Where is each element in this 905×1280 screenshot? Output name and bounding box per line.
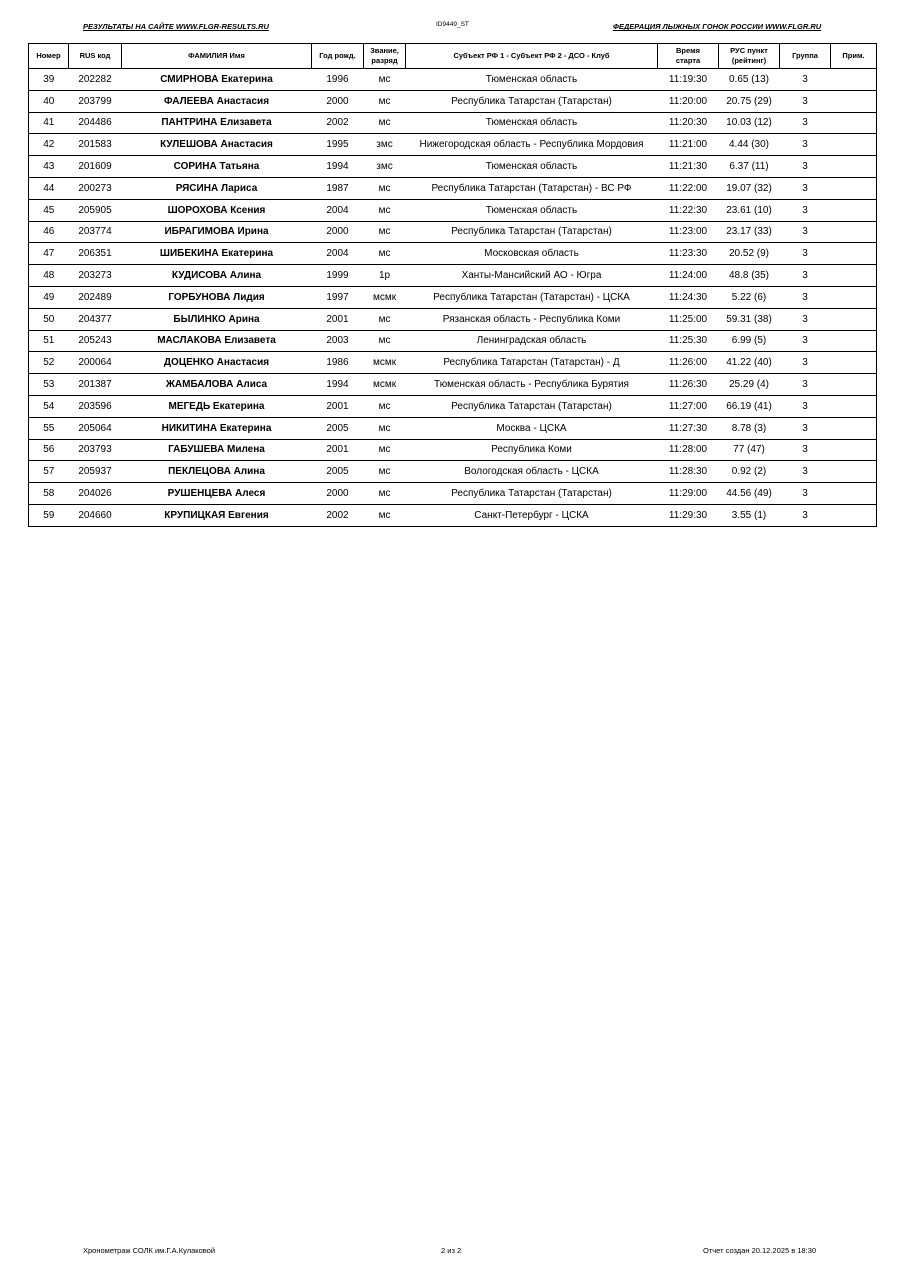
cell-rank: змс (364, 134, 406, 156)
cell-group: 3 (780, 69, 831, 91)
col-header-rank (364, 44, 406, 69)
cell-birth-year: 2003 (312, 330, 364, 352)
cell-start-time: 11:23:30 (658, 243, 719, 265)
cell-start-time: 11:25:00 (658, 308, 719, 330)
cell-rank: мс (364, 439, 406, 461)
cell-rank: мс (364, 243, 406, 265)
cell-points: 6.37 (11) (719, 156, 780, 178)
cell-note (831, 199, 877, 221)
cell-birth-year: 2004 (312, 199, 364, 221)
cell-group: 3 (780, 177, 831, 199)
cell-rank: мс (364, 504, 406, 526)
cell-rus-code: 204026 (69, 483, 122, 505)
cell-start-time: 11:26:00 (658, 352, 719, 374)
cell-group: 3 (780, 417, 831, 439)
cell-group: 3 (780, 199, 831, 221)
cell-region: Ханты-Мансийский АО - Югра (406, 265, 658, 287)
start-list-table (28, 43, 877, 527)
cell-region: Тюменская область (406, 112, 658, 134)
cell-birth-year: 2004 (312, 243, 364, 265)
cell-rus-code: 203774 (69, 221, 122, 243)
cell-athlete-name: ПАНТРИНА Елизавета (122, 112, 312, 134)
cell-group: 3 (780, 286, 831, 308)
cell-rank: мсмк (364, 374, 406, 396)
cell-rus-code: 204486 (69, 112, 122, 134)
cell-group: 3 (780, 439, 831, 461)
cell-athlete-name: КУДИСОВА Алина (122, 265, 312, 287)
cell-birth-year: 1994 (312, 156, 364, 178)
cell-points: 19.07 (32) (719, 177, 780, 199)
cell-points: 5.22 (6) (719, 286, 780, 308)
page-number: 2 из 2 (441, 1246, 462, 1255)
cell-number: 41 (29, 112, 69, 134)
cell-start-time: 11:26:30 (658, 374, 719, 396)
cell-birth-year: 2002 (312, 504, 364, 526)
cell-rus-code: 205243 (69, 330, 122, 352)
table-row (29, 199, 877, 221)
cell-athlete-name: ДОЦЕНКО Анастасия (122, 352, 312, 374)
cell-points: 23.17 (33) (719, 221, 780, 243)
table-row (29, 439, 877, 461)
cell-rus-code: 203793 (69, 439, 122, 461)
cell-rus-code: 200273 (69, 177, 122, 199)
cell-athlete-name: НИКИТИНА Екатерина (122, 417, 312, 439)
cell-note (831, 156, 877, 178)
cell-birth-year: 2001 (312, 308, 364, 330)
cell-birth-year: 1986 (312, 352, 364, 374)
cell-athlete-name: ИБРАГИМОВА Ирина (122, 221, 312, 243)
table-row (29, 483, 877, 505)
table-row (29, 352, 877, 374)
table-row (29, 374, 877, 396)
cell-athlete-name: РУШЕНЦЕВА Алеся (122, 483, 312, 505)
cell-number: 40 (29, 90, 69, 112)
cell-number: 58 (29, 483, 69, 505)
cell-note (831, 308, 877, 330)
cell-note (831, 395, 877, 417)
col-header-note: Прим. (831, 44, 877, 69)
cell-number: 43 (29, 156, 69, 178)
cell-birth-year: 1995 (312, 134, 364, 156)
cell-note (831, 374, 877, 396)
cell-number: 47 (29, 243, 69, 265)
cell-points: 0.92 (2) (719, 461, 780, 483)
cell-athlete-name: ГАБУШЕВА Милена (122, 439, 312, 461)
col-header-region: Субъект РФ 1 - Субъект РФ 2 - ДСО - Клуб (406, 44, 658, 69)
cell-athlete-name: ГОРБУНОВА Лидия (122, 286, 312, 308)
cell-start-time: 11:20:00 (658, 90, 719, 112)
cell-number: 53 (29, 374, 69, 396)
cell-rus-code: 204660 (69, 504, 122, 526)
table-row (29, 308, 877, 330)
table-row (29, 134, 877, 156)
cell-note (831, 417, 877, 439)
table-header-row (29, 44, 877, 69)
table-row (29, 177, 877, 199)
cell-region: Республика Татарстан (Татарстан) (406, 395, 658, 417)
cell-points: 66.19 (41) (719, 395, 780, 417)
cell-region: Москва - ЦСКА (406, 417, 658, 439)
cell-group: 3 (780, 308, 831, 330)
cell-athlete-name: ШОРОХОВА Ксения (122, 199, 312, 221)
cell-rank: змс (364, 156, 406, 178)
cell-birth-year: 1994 (312, 374, 364, 396)
cell-group: 3 (780, 112, 831, 134)
cell-region: Республика Татарстан (Татарстан) (406, 90, 658, 112)
cell-group: 3 (780, 221, 831, 243)
col-header-name: ФАМИЛИЯ Имя (122, 44, 312, 69)
cell-athlete-name: ШИБЕКИНА Екатерина (122, 243, 312, 265)
cell-rus-code: 201609 (69, 156, 122, 178)
cell-note (831, 483, 877, 505)
cell-group: 3 (780, 352, 831, 374)
cell-rank: мс (364, 90, 406, 112)
cell-start-time: 11:21:00 (658, 134, 719, 156)
cell-region: Республика Татарстан (Татарстан) - ЦСКА (406, 286, 658, 308)
table-row (29, 461, 877, 483)
col-header-birth-year: Год рожд. (312, 44, 364, 69)
cell-rus-code: 201387 (69, 374, 122, 396)
cell-note (831, 90, 877, 112)
cell-start-time: 11:21:30 (658, 156, 719, 178)
timing-credit: Хронометраж СОЛК им.Г.А.Кулаковой (83, 1246, 216, 1255)
cell-number: 46 (29, 221, 69, 243)
cell-note (831, 177, 877, 199)
table-row (29, 265, 877, 287)
table-row (29, 90, 877, 112)
cell-region: Московская область (406, 243, 658, 265)
time-label-line2: старта (675, 56, 701, 65)
cell-birth-year: 2005 (312, 417, 364, 439)
col-header-number: Номер (29, 44, 69, 69)
cell-rus-code: 206351 (69, 243, 122, 265)
cell-athlete-name: МЕГЕДЬ Екатерина (122, 395, 312, 417)
cell-region: Тюменская область (406, 199, 658, 221)
points-label-line2: (рейтинг) (731, 56, 767, 65)
cell-group: 3 (780, 461, 831, 483)
cell-athlete-name: КУЛЕШОВА Анастасия (122, 134, 312, 156)
cell-rank: мс (364, 221, 406, 243)
cell-points: 44.56 (49) (719, 483, 780, 505)
cell-rus-code: 203596 (69, 395, 122, 417)
cell-rank: 1р (364, 265, 406, 287)
cell-birth-year: 2001 (312, 439, 364, 461)
cell-start-time: 11:24:30 (658, 286, 719, 308)
cell-athlete-name: БЫЛИНКО Арина (122, 308, 312, 330)
cell-note (831, 221, 877, 243)
cell-region: Санкт-Петербург - ЦСКА (406, 504, 658, 526)
cell-rank: мс (364, 483, 406, 505)
cell-athlete-name: РЯСИНА Лариса (122, 177, 312, 199)
cell-rank: мс (364, 417, 406, 439)
cell-start-time: 11:23:00 (658, 221, 719, 243)
cell-rank: мс (364, 177, 406, 199)
cell-region: Тюменская область (406, 69, 658, 91)
points-label-line1: РУС пункт (730, 46, 768, 55)
cell-birth-year: 2001 (312, 395, 364, 417)
cell-note (831, 69, 877, 91)
cell-number: 56 (29, 439, 69, 461)
cell-group: 3 (780, 156, 831, 178)
col-header-rus-code: RUS код (69, 44, 122, 69)
cell-region: Тюменская область - Республика Бурятия (406, 374, 658, 396)
cell-group: 3 (780, 374, 831, 396)
cell-start-time: 11:27:30 (658, 417, 719, 439)
cell-number: 52 (29, 352, 69, 374)
cell-group: 3 (780, 483, 831, 505)
cell-group: 3 (780, 504, 831, 526)
cell-number: 45 (29, 199, 69, 221)
cell-region: Республика Татарстан (Татарстан) (406, 483, 658, 505)
cell-rus-code: 203799 (69, 90, 122, 112)
cell-start-time: 11:22:30 (658, 199, 719, 221)
cell-points: 3.55 (1) (719, 504, 780, 526)
cell-points: 41.22 (40) (719, 352, 780, 374)
cell-note (831, 330, 877, 352)
table-row (29, 156, 877, 178)
cell-points: 20.75 (29) (719, 90, 780, 112)
cell-number: 44 (29, 177, 69, 199)
table-row (29, 330, 877, 352)
cell-birth-year: 2000 (312, 90, 364, 112)
cell-group: 3 (780, 330, 831, 352)
cell-points: 77 (47) (719, 439, 780, 461)
cell-athlete-name: СОРИНА Татьяна (122, 156, 312, 178)
cell-rank: мс (364, 308, 406, 330)
cell-rank: мсмк (364, 286, 406, 308)
cell-number: 39 (29, 69, 69, 91)
cell-birth-year: 1996 (312, 69, 364, 91)
cell-rank: мс (364, 395, 406, 417)
cell-points: 8.78 (3) (719, 417, 780, 439)
cell-points: 59.31 (38) (719, 308, 780, 330)
cell-rus-code: 201583 (69, 134, 122, 156)
cell-rus-code: 205937 (69, 461, 122, 483)
cell-rus-code: 204377 (69, 308, 122, 330)
table-row (29, 112, 877, 134)
cell-number: 59 (29, 504, 69, 526)
federation-header: ФЕДЕРАЦИЯ ЛЫЖНЫХ ГОНОК РОССИИ WWW.FLGR.RU (613, 22, 822, 31)
cell-number: 55 (29, 417, 69, 439)
cell-number: 49 (29, 286, 69, 308)
cell-start-time: 11:27:00 (658, 395, 719, 417)
cell-athlete-name: КРУПИЦКАЯ Евгения (122, 504, 312, 526)
cell-rus-code: 202489 (69, 286, 122, 308)
rank-label-line2: разряд (371, 56, 398, 65)
cell-number: 51 (29, 330, 69, 352)
cell-number: 57 (29, 461, 69, 483)
cell-note (831, 243, 877, 265)
cell-region: Вологодская область - ЦСКА (406, 461, 658, 483)
cell-note (831, 352, 877, 374)
cell-note (831, 134, 877, 156)
cell-points: 0.65 (13) (719, 69, 780, 91)
cell-region: Республика Коми (406, 439, 658, 461)
cell-region: Нижегородская область - Республика Мордовия (406, 134, 658, 156)
cell-rank: мс (364, 69, 406, 91)
cell-group: 3 (780, 134, 831, 156)
cell-note (831, 461, 877, 483)
cell-birth-year: 1987 (312, 177, 364, 199)
cell-start-time: 11:25:30 (658, 330, 719, 352)
cell-start-time: 11:28:30 (658, 461, 719, 483)
cell-rus-code: 202282 (69, 69, 122, 91)
col-header-points (719, 44, 780, 69)
cell-rank: мс (364, 330, 406, 352)
cell-athlete-name: ПЕКЛЕЦОВА Алина (122, 461, 312, 483)
cell-athlete-name: СМИРНОВА Екатерина (122, 69, 312, 91)
table-row (29, 69, 877, 91)
cell-region: Тюменская область (406, 156, 658, 178)
cell-points: 23.61 (10) (719, 199, 780, 221)
cell-birth-year: 2005 (312, 461, 364, 483)
cell-points: 20.52 (9) (719, 243, 780, 265)
table-row (29, 395, 877, 417)
cell-birth-year: 2002 (312, 112, 364, 134)
cell-start-time: 11:24:00 (658, 265, 719, 287)
cell-note (831, 112, 877, 134)
cell-number: 42 (29, 134, 69, 156)
cell-region: Республика Татарстан (Татарстан) - Д (406, 352, 658, 374)
cell-points: 25.29 (4) (719, 374, 780, 396)
table-row (29, 221, 877, 243)
cell-rus-code: 200064 (69, 352, 122, 374)
cell-birth-year: 2000 (312, 221, 364, 243)
cell-start-time: 11:19:30 (658, 69, 719, 91)
cell-note (831, 439, 877, 461)
table-row (29, 504, 877, 526)
cell-region: Республика Татарстан (Татарстан) (406, 221, 658, 243)
cell-rus-code: 203273 (69, 265, 122, 287)
cell-number: 50 (29, 308, 69, 330)
cell-rus-code: 205064 (69, 417, 122, 439)
results-site-header: РЕЗУЛЬТАТЫ НА САЙТЕ WWW.FLGR-RESULTS.RU (83, 22, 269, 31)
cell-athlete-name: ФАЛЕЕВА Анастасия (122, 90, 312, 112)
cell-note (831, 286, 877, 308)
cell-points: 10.03 (12) (719, 112, 780, 134)
rank-label-line1: Звание, (370, 46, 399, 55)
col-header-start-time (658, 44, 719, 69)
cell-athlete-name: ЖАМБАЛОВА Алиса (122, 374, 312, 396)
cell-birth-year: 1997 (312, 286, 364, 308)
cell-start-time: 11:29:30 (658, 504, 719, 526)
cell-start-time: 11:20:30 (658, 112, 719, 134)
col-header-group: Группа (780, 44, 831, 69)
table-row (29, 243, 877, 265)
cell-note (831, 265, 877, 287)
cell-points: 4.44 (30) (719, 134, 780, 156)
cell-points: 6.99 (5) (719, 330, 780, 352)
cell-region: Ленинградская область (406, 330, 658, 352)
table-row (29, 286, 877, 308)
cell-rank: мсмк (364, 352, 406, 374)
cell-region: Республика Татарстан (Татарстан) - ВС РФ (406, 177, 658, 199)
cell-start-time: 11:22:00 (658, 177, 719, 199)
report-created: Отчет создан 20.12.2025 в 18:30 (703, 1246, 817, 1255)
cell-rank: мс (364, 112, 406, 134)
cell-birth-year: 2000 (312, 483, 364, 505)
cell-number: 54 (29, 395, 69, 417)
table-row (29, 417, 877, 439)
cell-number: 48 (29, 265, 69, 287)
time-label-line1: Время (676, 46, 700, 55)
cell-birth-year: 1999 (312, 265, 364, 287)
cell-group: 3 (780, 243, 831, 265)
cell-rank: мс (364, 461, 406, 483)
document-id: ID9449_ST (436, 21, 469, 28)
cell-athlete-name: МАСЛАКОВА Елизавета (122, 330, 312, 352)
cell-rank: мс (364, 199, 406, 221)
cell-note (831, 504, 877, 526)
cell-group: 3 (780, 265, 831, 287)
cell-rus-code: 205905 (69, 199, 122, 221)
cell-group: 3 (780, 395, 831, 417)
cell-group: 3 (780, 90, 831, 112)
cell-start-time: 11:29:00 (658, 483, 719, 505)
cell-start-time: 11:28:00 (658, 439, 719, 461)
cell-points: 48.8 (35) (719, 265, 780, 287)
cell-region: Рязанская область - Республика Коми (406, 308, 658, 330)
